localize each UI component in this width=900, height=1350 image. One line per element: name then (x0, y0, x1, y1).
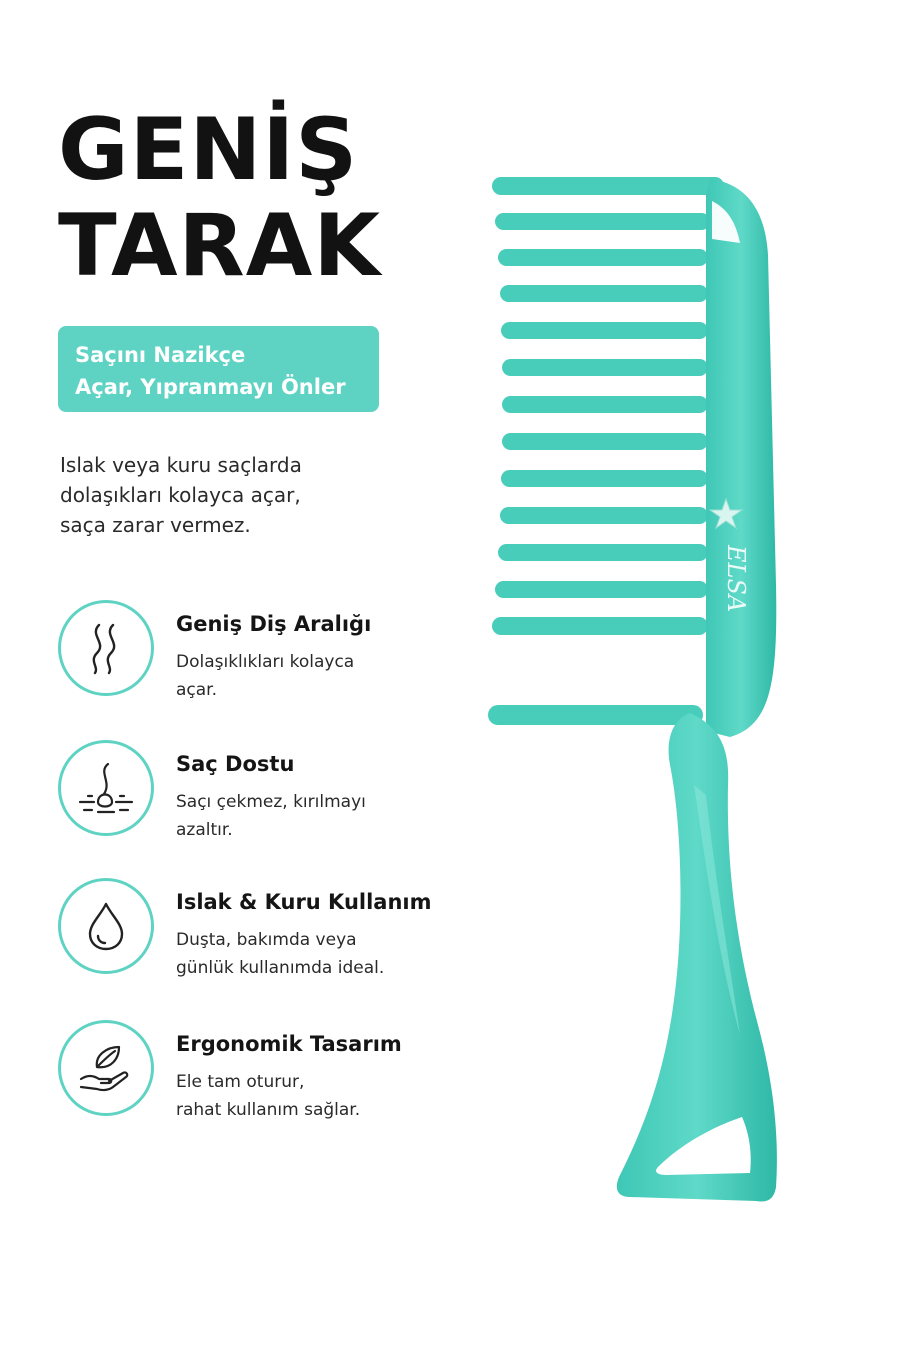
feature-desc-line-2: günlük kullanımda ideal. (176, 958, 385, 978)
feature-desc-line-1: Saçı çekmez, kırılmayı (176, 792, 366, 812)
comb-product-image (480, 165, 780, 1210)
brand-name: ELSA (722, 545, 750, 613)
feature-desc-line-2: açar. (176, 680, 218, 700)
feature-title: Geniş Diş Aralığı (176, 612, 372, 636)
feature-desc-line-1: Dolaşıklıkları kolayca (176, 652, 355, 672)
intro-line-3: saça zarar vermez. (60, 513, 251, 537)
title-line-2: TARAK (58, 196, 381, 296)
feature-title: Ergonomik Tasarım (176, 1032, 402, 1056)
tagline-line-1: Saçını Nazikçe (75, 343, 246, 367)
comb-teeth (488, 177, 724, 725)
feature-ergonomic (58, 1020, 478, 1120)
feature-icon-circle (58, 740, 154, 836)
feature-wet-dry (58, 878, 478, 978)
intro-line-2: dolaşıkları kolayca açar, (60, 483, 301, 507)
leaf-hand-icon (75, 1037, 137, 1099)
intro-line-1: Islak veya kuru saçlarda (60, 453, 302, 477)
feature-desc-line-1: Ele tam oturur, (176, 1072, 305, 1092)
feature-icon-circle (58, 878, 154, 974)
feature-description (176, 1068, 360, 1124)
tagline-badge (58, 326, 379, 412)
feature-description (176, 788, 366, 844)
feature-desc-line-1: Duşta, bakımda veya (176, 930, 357, 950)
hair-wave-icon (77, 619, 135, 677)
comb-handle (617, 713, 777, 1201)
feature-desc-line-2: rahat kullanım sağlar. (176, 1100, 361, 1120)
feature-hair-friendly (58, 740, 478, 840)
intro-text (60, 450, 302, 540)
feature-icon-circle (58, 600, 154, 696)
tagline-line-2: Açar, Yıpranmayı Önler (75, 375, 346, 399)
feature-title: Saç Dostu (176, 752, 295, 776)
feature-desc-line-2: azaltır. (176, 820, 233, 840)
feature-title: Islak & Kuru Kullanım (176, 890, 432, 914)
feature-description (176, 648, 354, 704)
water-drop-icon (78, 898, 134, 954)
feature-icon-circle (58, 1020, 154, 1116)
comb-spine (706, 179, 776, 737)
page-title (58, 102, 381, 294)
feature-wide-teeth (58, 600, 478, 700)
hair-follicle-icon (74, 756, 138, 820)
title-line-1: GENİŞ (58, 100, 359, 200)
feature-description (176, 926, 384, 982)
